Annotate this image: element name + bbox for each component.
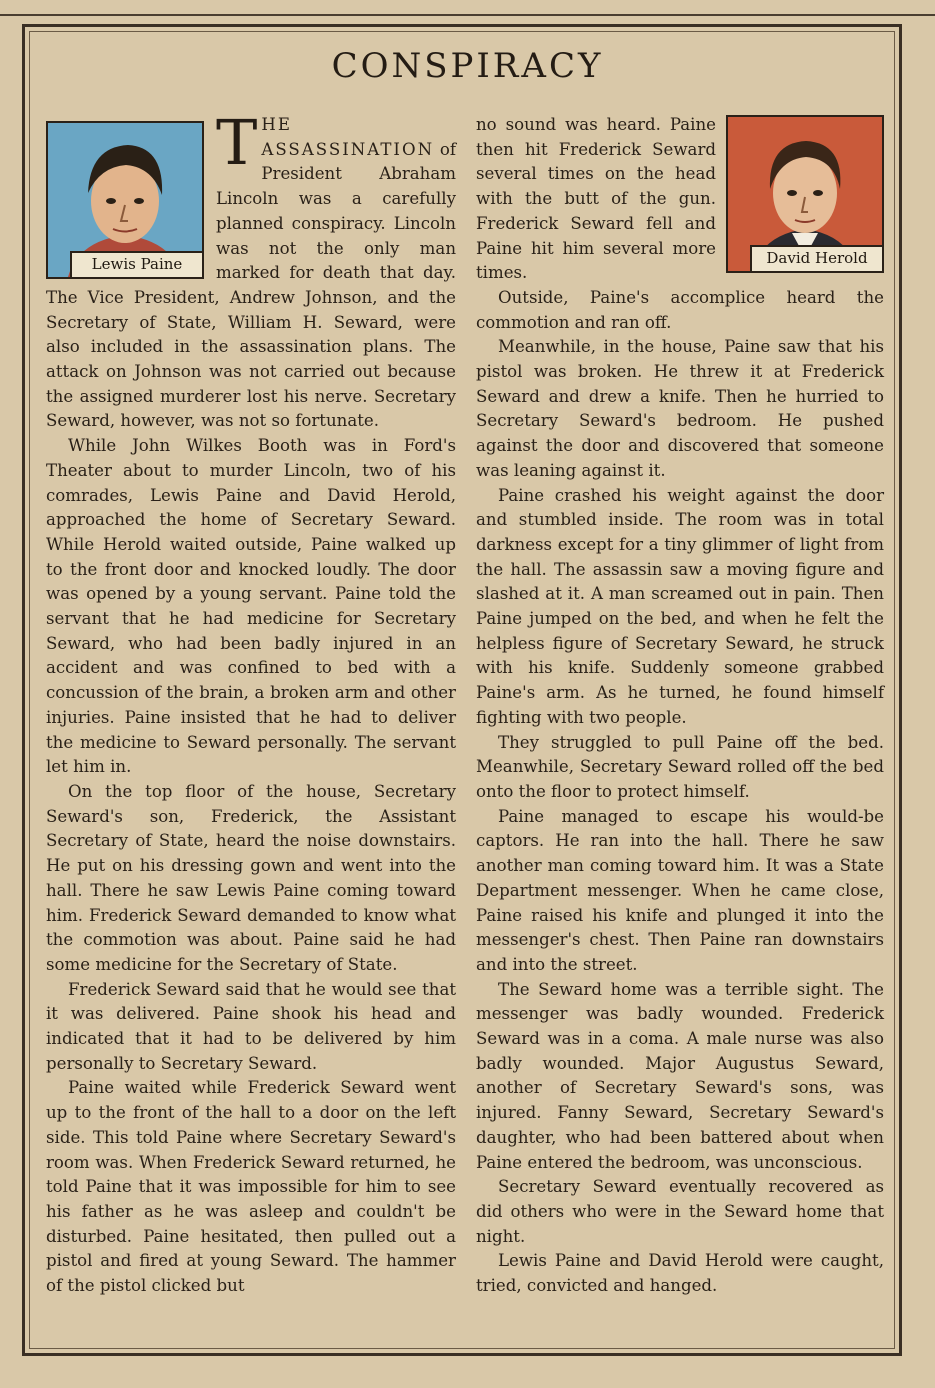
- paragraph: On the top floor of the house, Secretary Seward's son, Frederick, the Assistant Secretary of State, heard the noise downstairs. He put on his dressing gown and went into the hall. There he saw Lewis Paine coming toward him. Frederick Seward demanded to know what the commotion was about. Paine said he had some medicine for the Secretary of State.: [46, 781, 456, 974]
- paragraph: Paine waited while Frederick Seward went up to the front of the hall to a door on the left side. This told Paine where Secretary Seward's room was. When Frederick Seward returned, he told Paine that it was impossible for him to see his father as he was asleep and couldn't be disturbed. Paine hesitated, then pulled out a pistol and fired at young Seward. The hammer of the pistol clicked but: [46, 1078, 456, 1296]
- paragraph-text: of President Abraham Lincoln was a carefully planned conspiracy. Lincoln was not the only man marked for death that day. The Vice President, Andrew Johnson, and the Secretary of State, William H. Seward, were also included in the assassination plans. The attack on Johnson was not carried out because the assigned murderer lost his nerve. Secretary Seward, however, was not so fortunate.: [46, 139, 456, 431]
- portrait-caption: David Herold: [750, 245, 882, 271]
- drop-cap: T: [216, 106, 258, 179]
- portrait-david-herold: [726, 115, 884, 273]
- paragraph: Lewis Paine and David Herold were caught, tried, convicted and hanged.: [476, 1251, 884, 1296]
- paragraph: Paine managed to escape his would-be captors. He ran into the hall. There he saw another man coming toward him. It was a State Department messenger. When he came close, Paine raised his knife and plunged it into the messenger's chest. Then Paine ran downstairs and into the street.: [476, 806, 884, 974]
- page-title: CONSPIRACY: [331, 46, 604, 86]
- right-column: [476, 113, 884, 1299]
- paragraph: They struggled to pull Paine off the bed. Meanwhile, Secretary Seward rolled off the bed onto the floor to protect himself.: [476, 732, 884, 801]
- paragraph: While John Wilkes Booth was in Ford's Theater about to murder Lincoln, two of his comrades, Lewis Paine and David Herold, approached the home of Secretary Seward. While Herold waited outside, Paine walked up to the front door and knocked loudly. The door was opened by a young servant. Paine told the servant that he had medicine for Secretary Seward, who had been badly injured in an accident and was confined to bed with a concussion of the brain, a broken arm and other injuries. Paine insisted that he had to deliver the medicine to Seward personally. The servant let him in.: [46, 436, 456, 777]
- left-column: [46, 106, 456, 1299]
- paragraph: Secretary Seward eventually recovered as did others who were in the Seward home that night.: [476, 1177, 884, 1246]
- paragraph: The Seward home was a terrible sight. The messenger was badly wounded. Frederick Seward was in a coma. A male nurse was also badly wounded. Major Augustus Seward, another of Secretary Seward's sons, was injured. Fanny Seward, Secretary Seward's daughter, who had been battered about when Paine entered the bedroom, was unconscious.: [476, 979, 884, 1172]
- paragraph: Frederick Seward said that he would see that it was delivered. Paine shook his head and indicated that it had to be delivered by him personally to Secretary Seward.: [46, 979, 456, 1073]
- paragraph: Outside, Paine's accomplice heard the commotion and ran off.: [476, 287, 884, 332]
- paragraph: Meanwhile, in the house, Paine saw that his pistol was broken. He threw it at Frederick Seward and drew a knife. Then he hurried to Secretary Seward's bedroom. He pushed against the door and discovered that someone was leaning against it.: [476, 337, 884, 480]
- paragraph: Paine crashed his weight against the door and stumbled inside. The room was in total darkness except for a tiny glimmer of light from the hall. The assassin saw a moving figure and slashed at it. A man screamed out in pain. Then Paine jumped on the bed, and when he felt the helpless figure of Secretary Seward, he struck with his knife. Suddenly someone grabbed Paine's arm. As he turned, he found himself fighting with two people.: [476, 485, 884, 727]
- portrait-lewis-paine: [46, 121, 204, 279]
- lead-caps: HE ASSASSINATION: [261, 115, 435, 159]
- paragraph: no sound was heard. Paine then hit Frederick Seward several times on the head with the butt of the gun. Frederick Seward fell and Paine hit him several more times.: [476, 115, 716, 283]
- portrait-caption: Lewis Paine: [70, 251, 202, 277]
- top-rule: [0, 14, 935, 16]
